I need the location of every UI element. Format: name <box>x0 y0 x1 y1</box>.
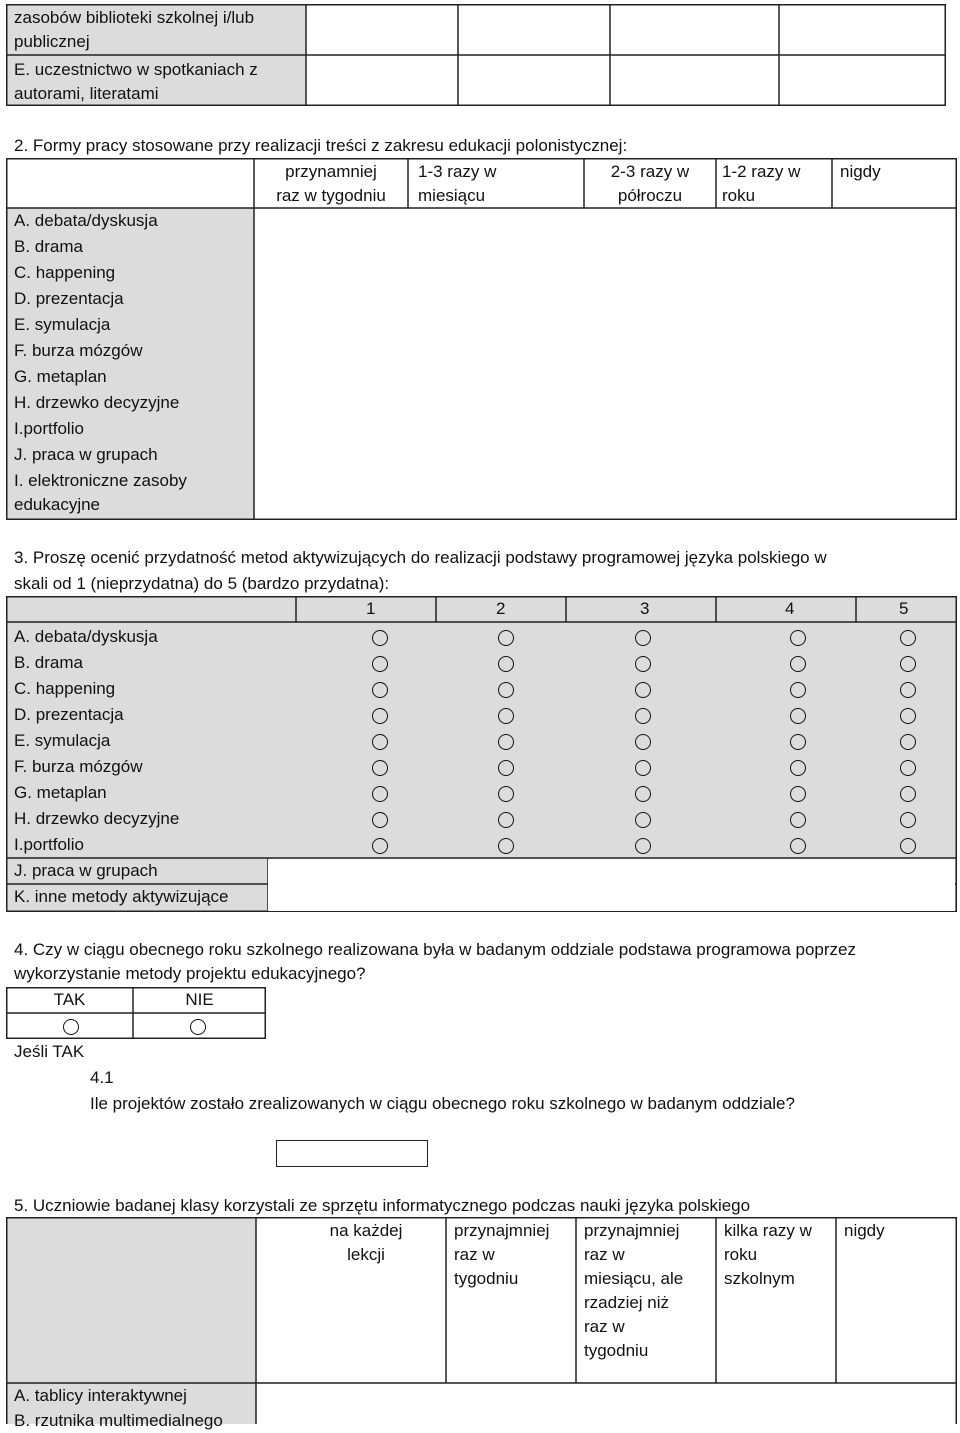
q3-scale-5: 5 <box>899 599 909 618</box>
q3-radio-row9-score4[interactable] <box>790 838 806 854</box>
q2-row-e: E. symulacja <box>14 315 111 334</box>
q3-radio-row8-score4[interactable] <box>790 812 806 828</box>
q3-radio-row1-score2[interactable] <box>498 630 514 646</box>
q3-radio-row2-score3[interactable] <box>635 656 651 672</box>
q4-if-yes: Jeśli TAK <box>14 1042 85 1061</box>
q3-title-line-2: skali od 1 (nieprzydatna) do 5 (bardzo przydatna): <box>14 574 390 593</box>
q3-radio-row8-score3[interactable] <box>635 812 651 828</box>
q4-radio-tak[interactable] <box>63 1019 79 1035</box>
q3-radio-row4-score3[interactable] <box>635 708 651 724</box>
q3-radio-row5-score3[interactable] <box>635 734 651 750</box>
q3-radio-row1-score1[interactable] <box>372 630 388 646</box>
q3-row-a: A. debata/dyskusja <box>14 627 158 646</box>
q3-radio-row8-score5[interactable] <box>900 812 916 828</box>
q2-table <box>6 158 957 520</box>
q3-radio-row1-score3[interactable] <box>635 630 651 646</box>
q5-header-4-line-2: roku <box>724 1245 758 1264</box>
q3-radio-row3-score3[interactable] <box>635 682 651 698</box>
q5-header-5: nigdy <box>844 1221 885 1240</box>
q4-sub-number: 4.1 <box>90 1068 114 1087</box>
q2-row-d: D. prezentacja <box>14 289 124 308</box>
q2-row-f: F. burza mózgów <box>14 341 143 360</box>
q5-header-3-line-2: raz w <box>584 1245 625 1264</box>
q3-radio-row4-score4[interactable] <box>790 708 806 724</box>
q3-radio-row7-score1[interactable] <box>372 786 388 802</box>
q3-scale-3: 3 <box>640 599 650 618</box>
q3-radio-row7-score5[interactable] <box>900 786 916 802</box>
q3-radio-row3-score2[interactable] <box>498 682 514 698</box>
q4-table <box>6 987 266 1039</box>
q2-row-c: C. happening <box>14 263 116 282</box>
q4-title-line-2: wykorzystanie metody projektu edukacyjnego? <box>14 964 366 983</box>
q3-radio-row6-score5[interactable] <box>900 760 916 776</box>
q3-radio-row9-score2[interactable] <box>498 838 514 854</box>
q2-header-2-line-2: miesiącu <box>418 186 486 205</box>
q5-title: 5. Uczniowie badanej klasy korzystali ze sprzętu informatycznego podczas nauki języka polskiego <box>14 1196 751 1215</box>
q2-header-3-line-2: półroczu <box>617 186 683 205</box>
q3-row-c: C. happening <box>14 679 116 698</box>
q2-row-h: H. drzewko decyzyjne <box>14 393 180 412</box>
q3-radio-row6-score3[interactable] <box>635 760 651 776</box>
q5-table <box>6 1217 957 1430</box>
q3-radio-row2-score5[interactable] <box>900 656 916 672</box>
q3-table <box>6 596 957 912</box>
q3-row-d: D. prezentacja <box>14 705 124 724</box>
q3-radio-row9-score3[interactable] <box>635 838 651 854</box>
q2-header-4-line-1: 1-2 razy w <box>722 162 801 181</box>
q2-row-j: J. praca w grupach <box>14 445 158 464</box>
q5-header-3-line-6: tygodniu <box>584 1341 649 1360</box>
q3-radio-row3-score1[interactable] <box>372 682 388 698</box>
q3-radio-row6-score2[interactable] <box>498 760 514 776</box>
q3-row-j: J. praca w grupach <box>14 861 158 880</box>
q3-radio-row4-score1[interactable] <box>372 708 388 724</box>
q3-row-e: E. symulacja <box>14 731 111 750</box>
q3-row-k: K. inne metody aktywizujące <box>14 887 229 906</box>
q3-radio-row3-score5[interactable] <box>900 682 916 698</box>
q5-header-3-line-5: raz w <box>584 1317 625 1336</box>
q3-radio-row4-score5[interactable] <box>900 708 916 724</box>
q2-row-a: A. debata/dyskusja <box>14 211 158 230</box>
q3-row-f: F. burza mózgów <box>14 757 143 776</box>
q3-radio-row4-score2[interactable] <box>498 708 514 724</box>
q3-radio-row6-score4[interactable] <box>790 760 806 776</box>
q3-radio-row7-score3[interactable] <box>635 786 651 802</box>
q4-radio-nie[interactable] <box>190 1019 206 1035</box>
q2-header-1-line-2: raz w tygodniu <box>276 186 386 205</box>
q3-radio-row1-score5[interactable] <box>900 630 916 646</box>
q2-header-2-line-1: 1-3 razy w <box>418 162 497 181</box>
top-row-2-line-2: autorami, literatami <box>14 84 159 103</box>
q3-radio-row7-score2[interactable] <box>498 786 514 802</box>
q2-row-g: G. metaplan <box>14 367 107 386</box>
q5-header-3-line-4: rzadziej niż <box>584 1293 670 1312</box>
q3-scale-4: 4 <box>785 599 795 618</box>
q5-header-3-line-3: miesiącu, ale <box>584 1269 684 1288</box>
q3-row-h: H. drzewko decyzyjne <box>14 809 180 828</box>
q3-radio-row9-score1[interactable] <box>372 838 388 854</box>
q2-header-3-line-1: 2-3 razy w <box>610 162 690 181</box>
top-row-2-line-1: E. uczestnictwo w spotkaniach z <box>14 60 258 79</box>
q4-sub-question: Ile projektów zostało zrealizowanych w ciągu obecnego roku szkolnego w badanym oddziale? <box>90 1094 795 1113</box>
q3-row-b: B. drama <box>14 653 83 672</box>
q5-header-4-line-3: szkolnym <box>724 1269 795 1288</box>
q2-header-1-line-1: przynamniej <box>285 162 377 181</box>
q3-radio-row2-score2[interactable] <box>498 656 514 672</box>
q3-radio-row8-score1[interactable] <box>372 812 388 828</box>
q3-scale-2: 2 <box>496 599 506 618</box>
q3-row-g: G. metaplan <box>14 783 107 802</box>
q3-radio-row7-score4[interactable] <box>790 786 806 802</box>
top-row-1-line-1: zasobów biblioteki szkolnej i/lub <box>14 8 255 27</box>
q3-radio-row1-score4[interactable] <box>790 630 806 646</box>
q5-header-1-line-1: na każdej <box>329 1221 403 1240</box>
q2-header-4-line-2: roku <box>722 186 756 205</box>
q3-radio-row5-score4[interactable] <box>790 734 806 750</box>
q5-header-1-line-2: lekcji <box>347 1245 385 1264</box>
top-table <box>6 4 946 106</box>
q5-header-2-line-2: raz w <box>454 1245 495 1264</box>
q3-radio-row5-score5[interactable] <box>900 734 916 750</box>
q5-header-4-line-1: kilka razy w <box>724 1221 812 1240</box>
q4-projects-count-input[interactable] <box>276 1140 428 1167</box>
q3-row-i: I.portfolio <box>14 835 84 854</box>
q3-radio-row6-score1[interactable] <box>372 760 388 776</box>
q2-row-b: B. drama <box>14 237 83 256</box>
q3-radio-row2-score4[interactable] <box>790 656 806 672</box>
q5-header-2-line-1: przynajmniej <box>454 1221 550 1240</box>
q3-radio-row5-score2[interactable] <box>498 734 514 750</box>
top-row-1-line-2: publicznej <box>14 32 90 51</box>
q2-row-i: I.portfolio <box>14 419 84 438</box>
q4-title-line-1: 4. Czy w ciągu obecnego roku szkolnego realizowana była w badanym oddziale podstawa programowa poprzez <box>14 940 856 959</box>
q2-row-k-line-2: edukacyjne <box>14 495 101 514</box>
q3-title-line-1: 3. Proszę ocenić przydatność metod aktywizujących do realizacji podstawy programowej języka polskiego w <box>14 548 827 567</box>
q3-scale-1: 1 <box>366 599 376 618</box>
q2-row-k-line-1: I. elektroniczne zasoby <box>14 471 187 490</box>
q2-title: 2. Formy pracy stosowane przy realizacji treści z zakresu edukacji polonistycznej: <box>14 136 628 155</box>
q3-radio-row3-score4[interactable] <box>790 682 806 698</box>
q2-header-5: nigdy <box>840 162 881 181</box>
q4-option-nie: NIE <box>185 990 214 1009</box>
q5-row-a: A. tablicy interaktywnej <box>14 1386 187 1405</box>
q3-radio-row8-score2[interactable] <box>498 812 514 828</box>
q3-radio-row5-score1[interactable] <box>372 734 388 750</box>
q5-header-2-line-3: tygodniu <box>454 1269 519 1288</box>
q3-radio-row9-score5[interactable] <box>900 838 916 854</box>
q5-header-3-line-1: przynajmniej <box>584 1221 680 1240</box>
q4-option-tak: TAK <box>53 990 86 1009</box>
q5-row-b: B. rzutnika multimedialnego <box>14 1411 223 1430</box>
q3-radio-row2-score1[interactable] <box>372 656 388 672</box>
